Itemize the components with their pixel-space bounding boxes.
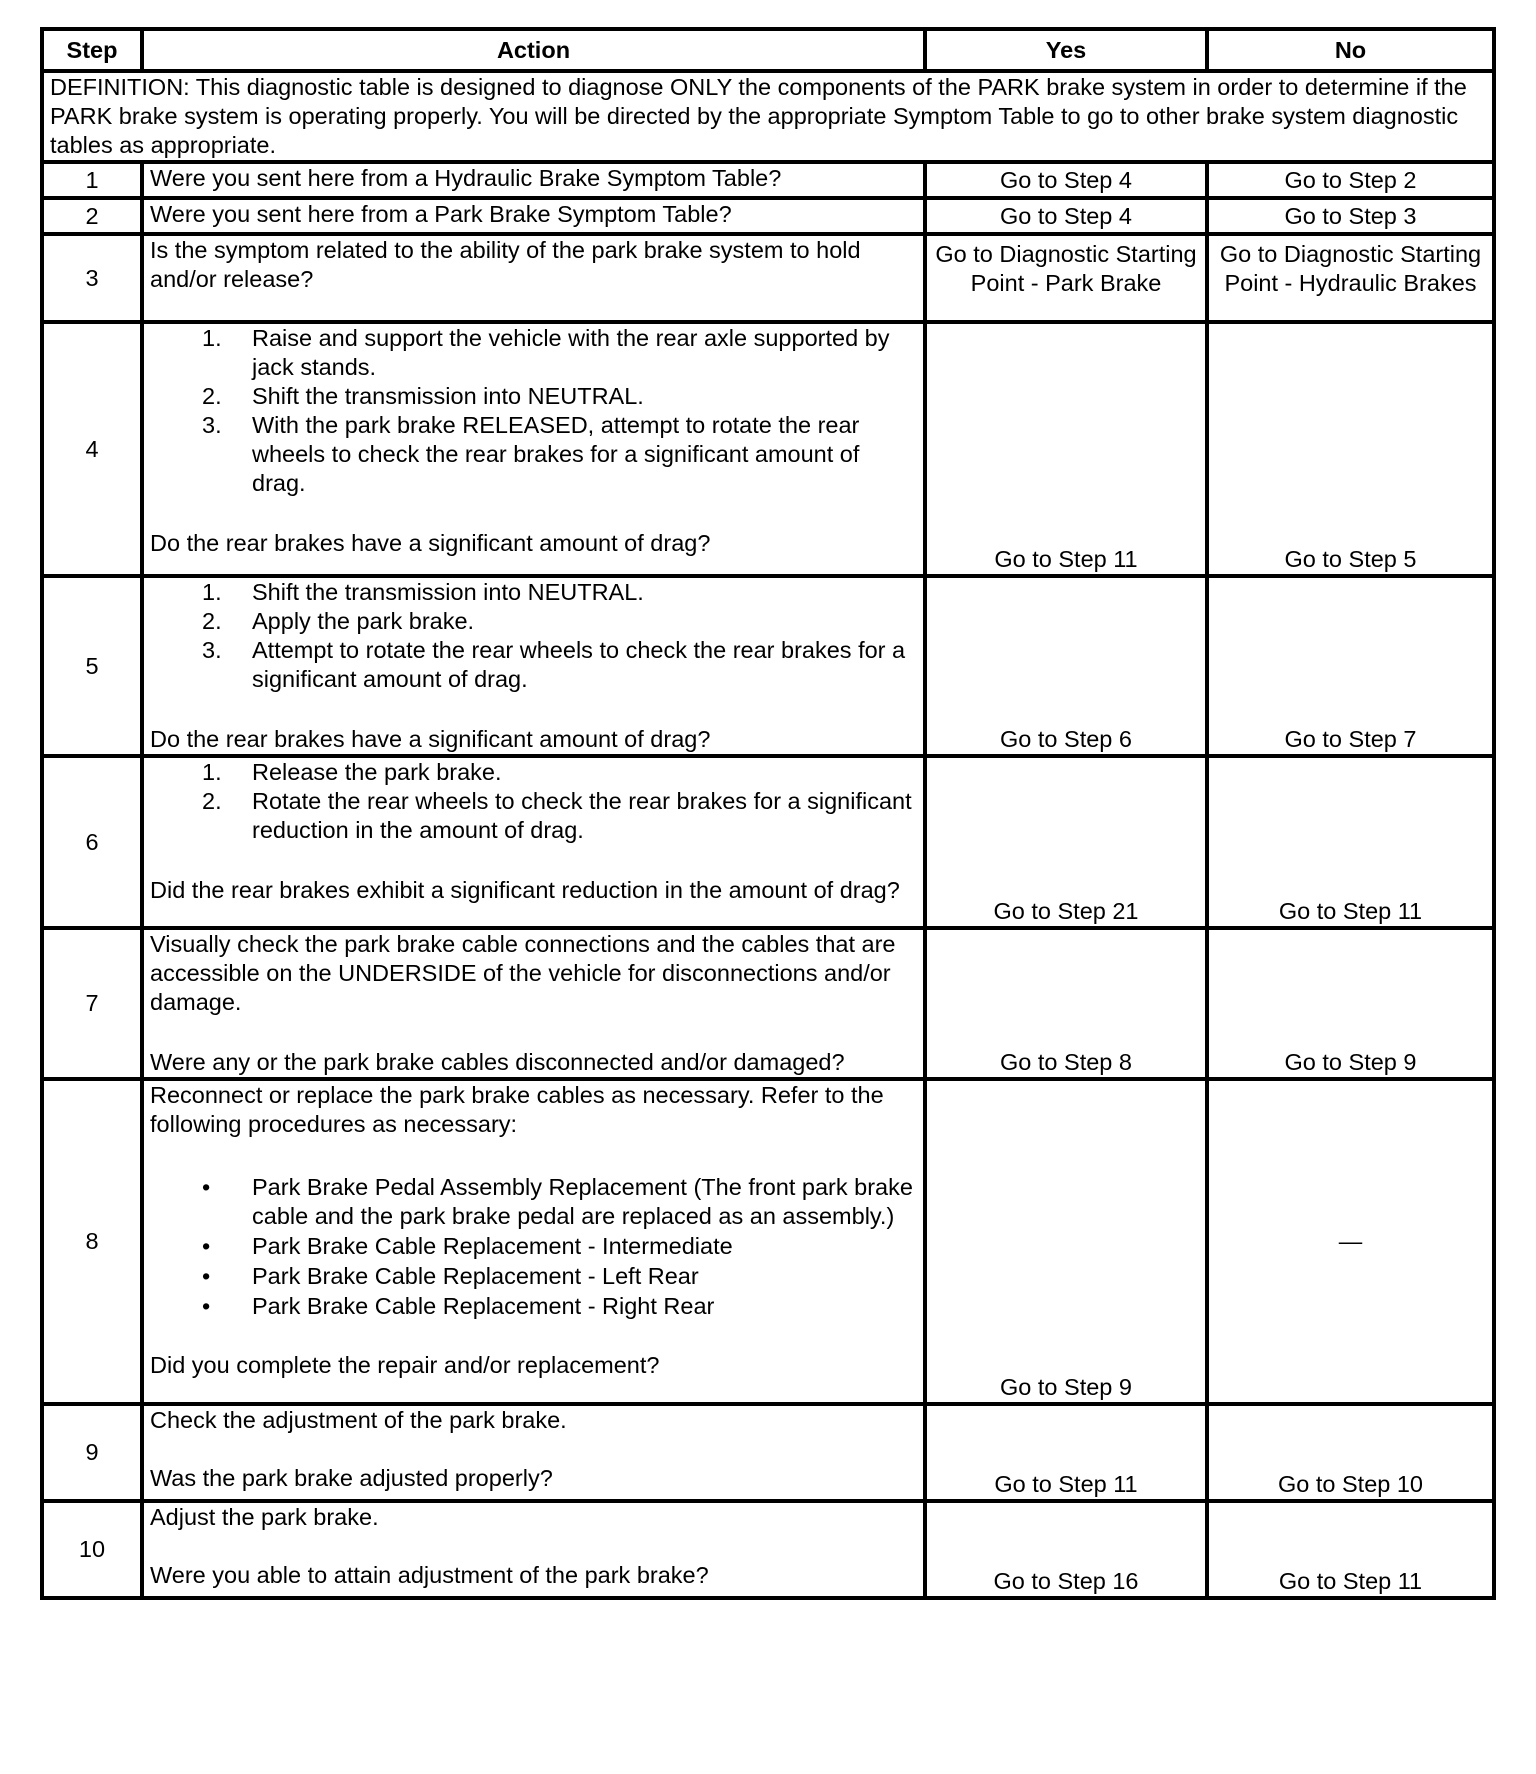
table-row	[42, 322, 1494, 576]
yes-result: Go to Step 21	[925, 756, 1207, 928]
action-question: Were you sent here from a Hydraulic Brake Symptom Table?	[142, 162, 925, 198]
no-result: Go to Step 11	[1207, 1501, 1494, 1598]
action-intro: Check the adjustment of the park brake.	[150, 1407, 567, 1433]
action-question: Did the rear brakes exhibit a significant reduction in the amount of drag?	[150, 877, 900, 903]
table-row	[42, 576, 1494, 756]
header-yes: Yes	[925, 29, 1207, 71]
procedure-item	[150, 382, 917, 411]
step-number: 10	[42, 1501, 142, 1598]
procedure-link-item	[150, 1173, 917, 1231]
procedure-list	[150, 324, 917, 498]
step-number: 9	[42, 1404, 142, 1501]
bullet: •	[202, 1233, 211, 1259]
action-cell	[142, 322, 925, 576]
bullet: •	[202, 1263, 211, 1289]
action-question: Did you complete the repair and/or replacement?	[150, 1352, 660, 1378]
item-text: Park Brake Pedal Assembly Replacement (The front park brake cable and the park brake pedal are replaced as an assembly.)	[252, 1174, 913, 1229]
table-row	[42, 1404, 1494, 1501]
action-question: Was the park brake adjusted properly?	[150, 1465, 553, 1491]
no-result: Go to Step 5	[1207, 322, 1494, 576]
procedure-list	[150, 758, 917, 845]
bullet: •	[202, 1174, 211, 1200]
item-text: Attempt to rotate the rear wheels to check the rear brakes for a significant amount of drag.	[252, 637, 906, 692]
item-text: Park Brake Cable Replacement - Intermediate	[252, 1233, 733, 1259]
action-cell	[142, 1501, 925, 1598]
step-number: 1	[42, 162, 142, 198]
item-number: 3.	[202, 637, 222, 663]
item-number: 1.	[202, 759, 222, 785]
action-intro: Reconnect or replace the park brake cables as necessary. Refer to the following procedures as necessary:	[150, 1082, 884, 1137]
step-number: 6	[42, 756, 142, 928]
action-intro: Adjust the park brake.	[150, 1504, 379, 1530]
step-number: 8	[42, 1079, 142, 1404]
no-result: Go to Step 10	[1207, 1404, 1494, 1501]
item-number: 1.	[202, 579, 222, 605]
action-question: Were you sent here from a Park Brake Symptom Table?	[142, 198, 925, 234]
yes-result: Go to Step 4	[925, 198, 1207, 234]
no-result: Go to Step 11	[1207, 756, 1494, 928]
item-text: Shift the transmission into NEUTRAL.	[252, 383, 644, 409]
definition-text: DEFINITION: This diagnostic table is designed to diagnose ONLY the components of the PARK brake system in order to determine if the PARK brake system is operating properly. You will be directed by the appropriate Symptom Table to go to other brake system diagnostic tables as appropriate.	[42, 71, 1494, 162]
yes-result: Go to Step 6	[925, 576, 1207, 756]
action-cell	[142, 1079, 925, 1404]
procedure-item	[150, 758, 917, 787]
action-question: Is the symptom related to the ability of the park brake system to hold and/or release?	[142, 234, 925, 322]
item-text: Apply the park brake.	[252, 608, 475, 634]
item-text: Park Brake Cable Replacement - Left Rear	[252, 1263, 699, 1289]
action-cell	[142, 756, 925, 928]
procedure-link-item	[150, 1232, 917, 1261]
definition-row	[42, 71, 1494, 162]
procedure-item	[150, 636, 917, 694]
action-cell	[142, 928, 925, 1079]
procedure-item	[150, 411, 917, 498]
step-number: 2	[42, 198, 142, 234]
procedure-item	[150, 787, 917, 845]
table-row	[42, 198, 1494, 234]
no-result: Go to Step 7	[1207, 576, 1494, 756]
action-cell	[142, 1404, 925, 1501]
bullet: •	[202, 1293, 211, 1319]
procedure-item	[150, 324, 917, 382]
no-result: Go to Step 3	[1207, 198, 1494, 234]
item-number: 3.	[202, 412, 222, 438]
yes-result: Go to Step 8	[925, 928, 1207, 1079]
item-text: With the park brake RELEASED, attempt to rotate the rear wheels to check the rear brakes for a significant amount of drag.	[252, 412, 860, 496]
no-result: Go to Step 9	[1207, 928, 1494, 1079]
header-row	[42, 29, 1494, 71]
action-question: Were any or the park brake cables disconnected and/or damaged?	[150, 1049, 845, 1075]
item-text: Raise and support the vehicle with the rear axle supported by jack stands.	[252, 325, 890, 380]
header-step: Step	[42, 29, 142, 71]
action-question: Do the rear brakes have a significant amount of drag?	[150, 530, 711, 556]
item-text: Park Brake Cable Replacement - Right Rear	[252, 1293, 715, 1319]
step-number: 5	[42, 576, 142, 756]
action-question: Were you able to attain adjustment of the park brake?	[150, 1562, 709, 1588]
item-text: Shift the transmission into NEUTRAL.	[252, 579, 644, 605]
step-number: 4	[42, 322, 142, 576]
procedure-item	[150, 578, 917, 607]
no-result: Go to Diagnostic Starting Point - Hydraulic Brakes	[1207, 234, 1494, 322]
yes-result: Go to Step 16	[925, 1501, 1207, 1598]
procedure-list	[150, 578, 917, 694]
procedure-link-item	[150, 1262, 917, 1291]
action-intro: Visually check the park brake cable connections and the cables that are accessible on the UNDERSIDE of the vehicle for disconnections and/or damage.	[150, 931, 896, 1015]
procedure-link-item	[150, 1292, 917, 1321]
table-row	[42, 162, 1494, 198]
diagnostic-table	[40, 27, 1496, 1600]
table-row	[42, 928, 1494, 1079]
table-row	[42, 1501, 1494, 1598]
action-question: Do the rear brakes have a significant amount of drag?	[150, 726, 711, 752]
yes-result: Go to Step 4	[925, 162, 1207, 198]
procedure-list	[150, 1173, 917, 1321]
item-number: 1.	[202, 325, 222, 351]
header-no: No	[1207, 29, 1494, 71]
header-action: Action	[142, 29, 925, 71]
no-result: Go to Step 2	[1207, 162, 1494, 198]
action-cell	[142, 576, 925, 756]
item-text: Release the park brake.	[252, 759, 502, 785]
no-result: —	[1207, 1079, 1494, 1404]
yes-result: Go to Step 11	[925, 1404, 1207, 1501]
item-text: Rotate the rear wheels to check the rear brakes for a significant reduction in the amount of drag.	[252, 788, 912, 843]
step-number: 7	[42, 928, 142, 1079]
yes-result: Go to Diagnostic Starting Point - Park Brake	[925, 234, 1207, 322]
item-number: 2.	[202, 608, 222, 634]
step-number: 3	[42, 234, 142, 322]
table-row	[42, 1079, 1494, 1404]
yes-result: Go to Step 9	[925, 1079, 1207, 1404]
item-number: 2.	[202, 788, 222, 814]
procedure-item	[150, 607, 917, 636]
table-row	[42, 234, 1494, 322]
yes-result: Go to Step 11	[925, 322, 1207, 576]
item-number: 2.	[202, 383, 222, 409]
table-row	[42, 756, 1494, 928]
